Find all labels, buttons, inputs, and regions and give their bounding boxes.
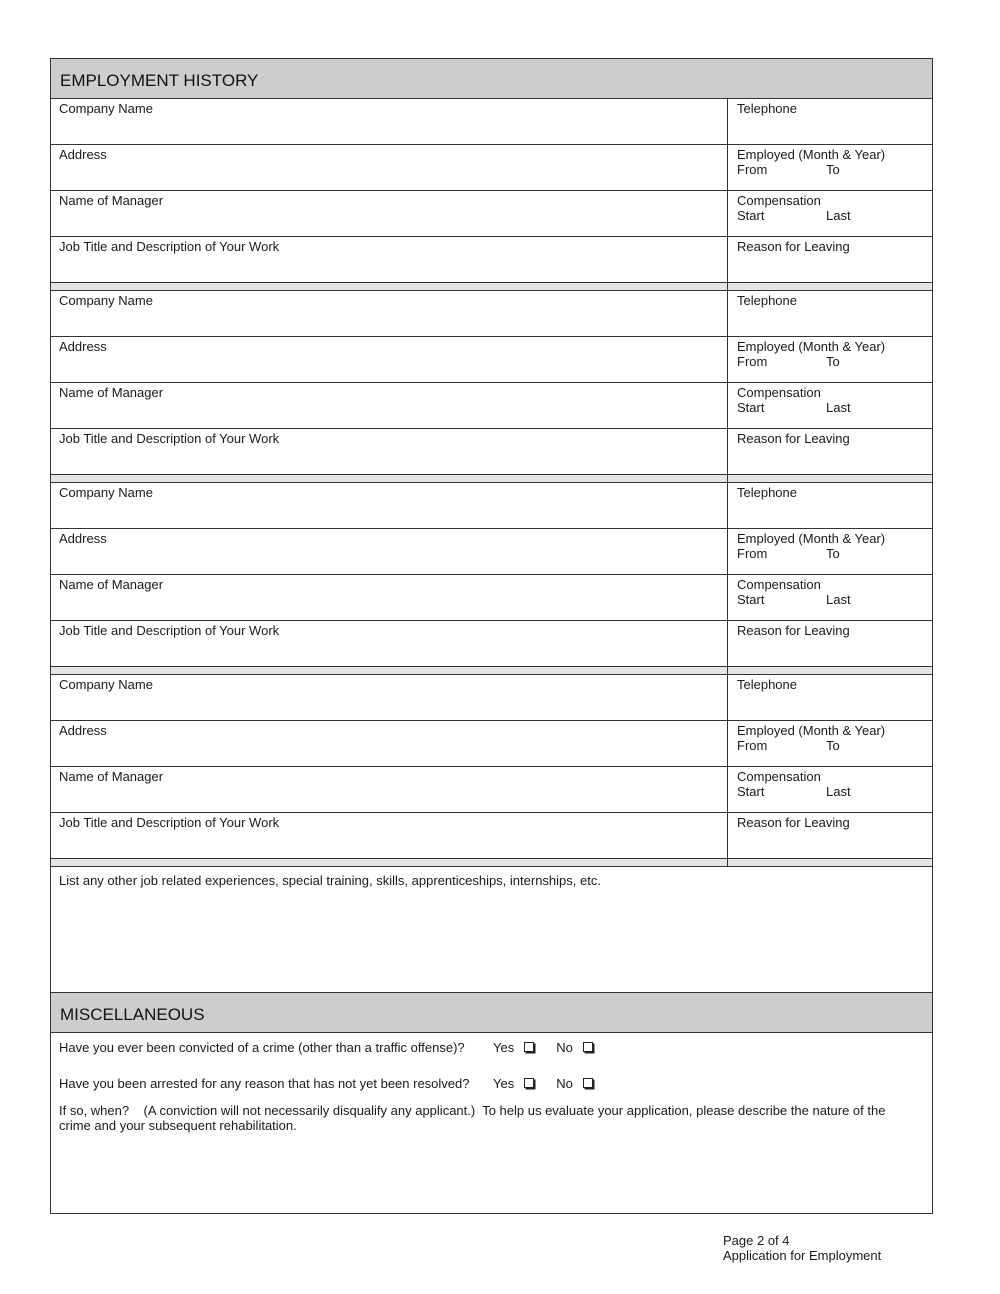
arrest-question-text: Have you been arrested for any reason that has not yet been resolved?	[59, 1075, 470, 1091]
block-divider	[51, 283, 932, 291]
conviction-no-checkbox[interactable]	[583, 1042, 593, 1052]
job-title-field[interactable]: Job Title and Description of Your Work	[51, 813, 728, 858]
document-title: Application for Employment	[723, 1248, 882, 1263]
if-so-text: If so, when? (A conviction will not necessarily disqualify any applicant.) To help us evaluate your application, please describe the nature of the crime and your subsequent rehabilitation.	[59, 1103, 890, 1133]
reason-leaving-field[interactable]: Reason for Leaving	[737, 239, 850, 254]
no-label: No	[556, 1039, 573, 1055]
job-title-field[interactable]: Job Title and Description of Your Work	[51, 237, 728, 282]
arrest-yes-checkbox[interactable]	[524, 1078, 534, 1088]
company-name-field[interactable]: Company Name	[51, 99, 728, 144]
conviction-question-text: Have you ever been convicted of a crime (other than a traffic offense)?	[59, 1039, 465, 1055]
compensation-field[interactable]: Compensation Start Last	[737, 385, 851, 415]
block-divider	[51, 859, 932, 867]
reason-leaving-field[interactable]: Reason for Leaving	[737, 623, 850, 638]
yes-label: Yes	[493, 1075, 515, 1091]
telephone-field[interactable]: Telephone	[737, 485, 797, 500]
manager-field[interactable]: Name of Manager	[51, 575, 728, 620]
employment-history-header: EMPLOYMENT HISTORY	[51, 59, 932, 99]
address-field[interactable]: Address	[51, 145, 728, 190]
block-divider	[51, 475, 932, 483]
page-footer	[723, 1233, 881, 1263]
manager-field[interactable]: Name of Manager	[51, 383, 728, 428]
address-field[interactable]: Address	[51, 721, 728, 766]
compensation-field[interactable]: Compensation Start Last	[737, 577, 851, 607]
conviction-yes-checkbox[interactable]	[524, 1042, 534, 1052]
block-divider	[51, 667, 932, 675]
employed-dates-field[interactable]: Employed (Month & Year) From To	[737, 147, 886, 177]
page-number: Page 2 of 4	[723, 1233, 790, 1248]
other-experience-label: List any other job related experiences, special training, skills, apprenticeships, internships, etc.	[59, 873, 601, 888]
employed-dates-field[interactable]: Employed (Month & Year) From To	[737, 531, 886, 561]
miscellaneous-header: MISCELLANEOUS	[51, 993, 932, 1033]
reason-leaving-field[interactable]: Reason for Leaving	[737, 815, 850, 830]
no-label: No	[556, 1075, 573, 1091]
employed-dates-field[interactable]: Employed (Month & Year) From To	[737, 339, 886, 369]
address-field[interactable]: Address	[51, 337, 728, 382]
address-field[interactable]: Address	[51, 529, 728, 574]
reason-leaving-field[interactable]: Reason for Leaving	[737, 431, 850, 446]
manager-field[interactable]: Name of Manager	[51, 767, 728, 812]
other-experience-field[interactable]	[51, 867, 932, 993]
employer-block-4	[51, 675, 932, 867]
employer-block-1	[51, 99, 932, 291]
arrest-no-checkbox[interactable]	[583, 1078, 593, 1088]
application-form	[50, 58, 933, 1214]
yes-label: Yes	[493, 1039, 515, 1055]
miscellaneous-body	[51, 1037, 932, 1133]
company-name-field[interactable]: Company Name	[51, 675, 728, 720]
compensation-field[interactable]: Compensation Start Last	[737, 769, 851, 799]
manager-field[interactable]: Name of Manager	[51, 191, 728, 236]
arrest-question	[59, 1073, 902, 1093]
compensation-field[interactable]: Compensation Start Last	[737, 193, 851, 223]
company-name-field[interactable]: Company Name	[51, 483, 728, 528]
telephone-field[interactable]: Telephone	[737, 293, 797, 308]
job-title-field[interactable]: Job Title and Description of Your Work	[51, 621, 728, 666]
if-so-description-field[interactable]	[59, 1103, 902, 1133]
telephone-field[interactable]: Telephone	[737, 101, 797, 116]
job-title-field[interactable]: Job Title and Description of Your Work	[51, 429, 728, 474]
employer-block-3	[51, 483, 932, 675]
company-name-field[interactable]: Company Name	[51, 291, 728, 336]
telephone-field[interactable]: Telephone	[737, 677, 797, 692]
employer-block-2	[51, 291, 932, 483]
employed-dates-field[interactable]: Employed (Month & Year) From To	[737, 723, 886, 753]
conviction-question	[59, 1037, 902, 1057]
